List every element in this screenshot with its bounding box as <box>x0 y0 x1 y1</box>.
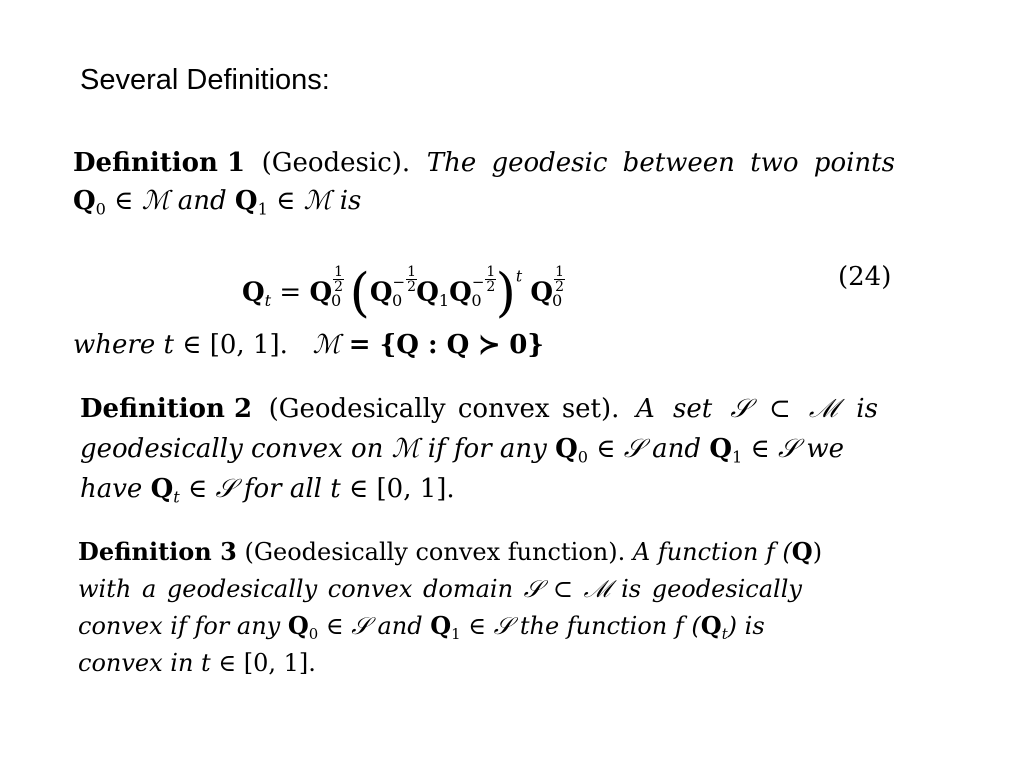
def2-q1: Q <box>709 434 732 464</box>
def3-qt-sub: t <box>721 625 728 644</box>
def1-manifold-2: ℳ <box>303 186 332 216</box>
eq-q0-b: Q <box>369 277 393 308</box>
eq-q0-b-sub: 0 <box>392 290 403 310</box>
geodesic-equation <box>242 248 562 322</box>
paren-close: ) <box>495 263 516 324</box>
def3-the-function: ∈ 𝒮 the function f ( <box>468 612 701 640</box>
def3-text-2: with a geodesically convex domain 𝒮 ⊂ ℳ is geodesically <box>78 575 802 603</box>
def2-for-all: ∈ 𝒮 for all <box>188 474 323 504</box>
eq-q0-d-sub: 0 <box>552 290 563 310</box>
def2-q0-sub: 0 <box>577 447 588 467</box>
eq-q0-d: Q <box>530 277 554 308</box>
def1-where-line <box>73 332 544 358</box>
def2-q0: Q <box>555 434 578 464</box>
equation-number: (24) <box>838 262 892 292</box>
def1-name: (Geodesic). <box>261 148 411 178</box>
eq-equals: = <box>279 277 302 308</box>
def3-convex-if: convex if for any <box>78 612 281 640</box>
eq-qt-sub: t <box>264 290 272 310</box>
def1-q1: Q <box>234 186 258 216</box>
def1-in-2: ∈ <box>276 186 296 216</box>
frac-den: 2 <box>486 278 496 295</box>
frac-num: 1 <box>486 263 496 280</box>
frac-den: 2 <box>334 278 344 295</box>
def1-where-in: ∈ <box>182 330 202 360</box>
def2-name: (Geodesically convex set). <box>268 394 620 424</box>
eq-exp-t: t <box>515 267 523 286</box>
def1-manifold: ℳ <box>141 186 170 216</box>
def1-in: ∈ <box>114 186 134 216</box>
def3-close: ) <box>812 538 823 566</box>
def3-q1: Q <box>430 611 452 640</box>
def3-and: ∈ 𝒮 and <box>325 612 423 640</box>
def3-line-3 <box>78 611 765 644</box>
frac-den: 2 <box>407 278 417 295</box>
def1-line-1 <box>73 150 895 176</box>
frac-num: 1 <box>407 263 417 280</box>
def2-mid: ∈ 𝒮 and <box>596 434 702 464</box>
def3-line-1 <box>78 537 823 566</box>
def1-t: t <box>163 330 174 360</box>
def3-interval: ∈ [0, 1]. <box>218 649 316 677</box>
eq-q1-sub: 1 <box>438 290 450 310</box>
def2-line-1 <box>80 396 878 422</box>
eq-q0-c: Q <box>449 277 472 308</box>
def1-interval: [0, 1]. <box>209 330 288 360</box>
frac-num: 1 <box>555 263 564 280</box>
def1-q1-sub: 1 <box>257 199 268 219</box>
def1-q0: Q <box>73 186 96 216</box>
eq-q0-c-sub: 0 <box>471 290 482 310</box>
def2-statement: A set 𝒮 ⊂ ℳ is <box>635 394 878 424</box>
eq-minus-c: − <box>471 272 485 291</box>
def1-label: Definition 1 <box>73 148 246 178</box>
def2-have: have <box>80 474 143 504</box>
def2-q1-sub: 1 <box>731 447 743 467</box>
slide-title: Several Definitions: <box>80 64 330 96</box>
def1-line-2 <box>73 186 362 219</box>
def3-label: Definition 3 <box>78 537 237 566</box>
def3-qt: Q <box>700 611 722 640</box>
def3-line-4 <box>78 651 316 675</box>
def2-line-3 <box>80 474 455 507</box>
def1-where: where <box>73 330 156 360</box>
def2-interval: ∈ [0, 1]. <box>349 474 455 504</box>
frac-den: 2 <box>555 278 564 295</box>
def2-text-2: geodesically convex on ℳ if for any <box>80 434 547 464</box>
paren-open: ( <box>349 263 370 324</box>
eq-q1: Q <box>416 277 439 308</box>
def2-label: Definition 2 <box>80 394 253 424</box>
def2-qt-sub: t <box>173 487 180 507</box>
eq-q0-a: Q <box>309 277 333 308</box>
def3-q1-sub: 1 <box>451 625 461 644</box>
def3-t: t <box>201 649 211 677</box>
def1-set: = {Q : Q ≻ 0} <box>348 330 545 360</box>
def2-t: t <box>330 474 341 504</box>
def1-and: and <box>177 186 227 216</box>
eq-qt: Q <box>242 277 265 308</box>
frac-num: 1 <box>334 263 344 280</box>
def3-convex-in: convex in <box>78 649 194 677</box>
def1-is: is <box>339 186 362 216</box>
def1-q0-sub: 0 <box>95 199 106 219</box>
def3-q: Q <box>791 537 813 566</box>
def1-statement: The geodesic between two points <box>426 148 895 178</box>
def3-statement: A function f ( <box>632 538 792 566</box>
def2-end: ∈ 𝒮 we <box>750 434 845 464</box>
def3-line-2 <box>78 577 802 601</box>
def2-line-2 <box>80 434 845 467</box>
def1-where-manifold: ℳ <box>312 330 341 360</box>
def3-is: ) is <box>727 612 765 640</box>
eq-q0-a-sub: 0 <box>331 290 342 310</box>
def3-name: (Geodesically convex function). <box>244 538 626 566</box>
def2-qt: Q <box>150 474 174 504</box>
eq-minus-b: − <box>392 272 406 291</box>
def3-q0: Q <box>287 611 309 640</box>
def3-q0-sub: 0 <box>308 625 319 644</box>
